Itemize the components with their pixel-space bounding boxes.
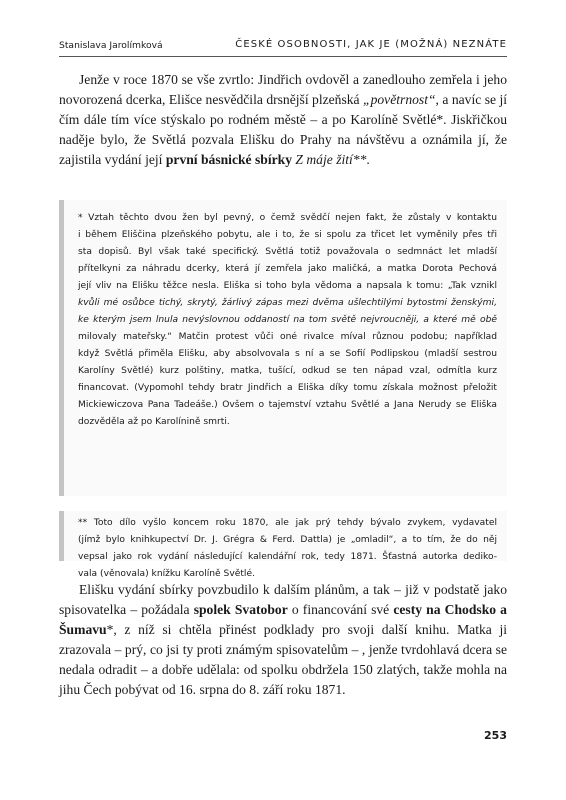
header-book-title: ČESKÉ OSOBNOSTI, JAK JE (MOŽNÁ) NEZNÁTE (235, 39, 507, 50)
running-header (59, 40, 507, 57)
note2-line-1: (jímž bylo knihkupectví Dr. J. Grégra & Ferd. Dattla) je „omladil“, a to tím, že do něj (78, 535, 497, 545)
note1-line-1: i během Eliščina plzeňského pobytu, ale i to, že si spolu za třicet let vyměnily přes tři (78, 230, 497, 240)
body-paragraph-2 (59, 580, 507, 701)
para2-text-4: cesty na Chodsko a Šumavu (59, 602, 507, 638)
para2-text-3: o financování své (287, 602, 394, 618)
note1-line-3: přítelkyni za náhradu dcerky, která jí zemřela jako maličká, a matka Dorota Pechová (78, 264, 497, 274)
note1-line-4: její vliv na Elišku těžce nesla. Eliška si toho byla vědoma a napsala k tomu: „Tak vznikl (78, 281, 497, 291)
note2-line-0: ** Toto dílo vyšlo koncem roku 1870, ale jak prý tehdy bývalo zvykem, vydavatel (78, 518, 497, 528)
note2-line-2: vepsal jako rok vydání následující kalendářní rok, tedy 1871. Šťastná autorka dediko- (78, 552, 497, 562)
para1-text-2: „povětrnost“ (363, 92, 436, 108)
para1-text-7: . (366, 152, 370, 168)
para1-text-6: Z máje žití** (295, 152, 367, 168)
note1-line-10: financovat. (Vypomohl tehdy bratr Jindřich a Eliška díky tomu získala možnost přeložit (78, 383, 497, 393)
note1-line-7: milovaly mateřsky.“ Matčin protest vůči oné rivalce míval různou podobu; například (78, 332, 497, 342)
note1-line-9: Karolíny Světlé) kurz polštiny, matka, tušící, odkud se ten nápad vzal, odmítla kurz (78, 366, 497, 376)
note1-line-2: sta dopisů. Byl však také specifický. Světlá totiž považovala o sedmnáct let mladší (78, 247, 497, 257)
page-number: 253 (484, 729, 507, 742)
note1-line-6: ke kterým jsem lnula nevýslovnou oddaností na tom světě nejvroucněji, a které mě obě (78, 315, 497, 325)
header-author: Stanislava Jarolímková (59, 40, 163, 51)
note1-line-5: kvůli mé osůbce tichý, skrytý, žárlivý zápas mezi dvěma ušlechtilými bytostmi ženskými, (78, 298, 497, 308)
body-paragraph-1 (59, 70, 507, 170)
para1-text-3: , a navíc se jí čím dále tím více stýskalo po rodném městě – a po Karolíně Světlé*. Jiskřičkou naděje bylo, že Světlá pozvala Elišku do Prahy na návštěvu a oznámila jí, že zajistila vydání její (59, 92, 508, 168)
para1-text-4: první básnické sbírky (165, 152, 292, 168)
para2-text-1: Elišku vydání sbírky povzbudilo k dalším plánům, a tak – již v podstatě jako spisovatelka – požádala (59, 582, 507, 618)
note2-line-3: vala (věnovala) knížku Karolíně Světlé. (78, 569, 255, 579)
para1-text-1: Jenže v roce 1870 se vše zvrtlo: Jindřich ovdověl a zanedlouho zemřela i jeho novorozená dcerka, Elišce nesvědčila drsnější plzeňská (59, 72, 507, 108)
footnote-box-2 (59, 511, 507, 579)
para2-text-2: spolek Svatobor (193, 602, 288, 618)
note1-line-8: když Světlá přiměla Elišku, aby absolvovala s ní a se Sofií Podlipskou (mladší sestrou (78, 349, 497, 359)
note1-line-12: dozvěděla až po Karolínině smrti. (78, 417, 230, 427)
note1-line-0: * Vztah těchto dvou žen byl pevný, o čemž svědčí nejen fakt, že zůstaly v kontaktu (78, 213, 497, 223)
para2-text-5: *, z níž si chtěla přinést podklady pro svoji další knihu. Matka ji zrazovala – prý, co jsi ty proti známým spisovatelům – , jenže tvrdohlavá dcera se nedala odradit – a dobře udělala: od spolku obdržela 150 zlatých, takže mohla na jihu Čech pobývat od 16. srpna do 8. září roku 1871. (59, 622, 507, 698)
footnote-box-1 (59, 200, 507, 496)
note1-line-11: Mickiewiczova Pana Tadeáše.) Ovšem o tajemství vztahu Světlé a Jana Nerudy se Eliška (78, 400, 497, 410)
